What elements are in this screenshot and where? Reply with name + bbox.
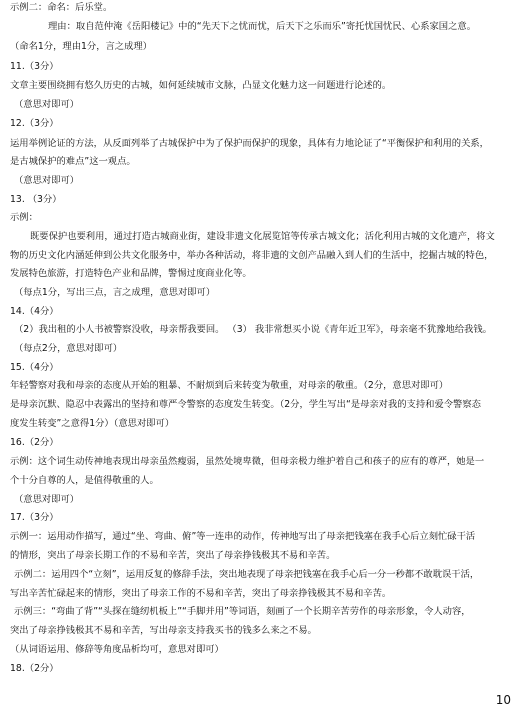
- question-heading: 15.（4分）: [10, 362, 59, 373]
- question-heading: 11.（3分）: [10, 61, 59, 72]
- page-number: 10: [495, 693, 511, 707]
- answer-text: 个十分自尊的人，是值得敬重的人。: [10, 475, 159, 486]
- scoring-note: （意思对即可）: [14, 99, 80, 110]
- answer-text: 发展特色旅游，打造特色产业和品牌，警惕过度商业化等。: [10, 268, 252, 279]
- example-two-name: 示例二：命名：后乐堂。: [10, 2, 113, 13]
- example-label: 示例：: [10, 212, 38, 223]
- answer-text: 既要保护也要利用，通过打造古城商业街，建设非遗文化展览馆等传承古城文化；活化利用古城的文化遗产，将文: [30, 231, 495, 242]
- answer-text: 示例三：“弯曲了背”“头探在缝纫机板上”“手脚并用”等词语，刻画了一个长期辛苦劳作的母亲形象，令人动容，: [14, 606, 471, 617]
- answer-text: 示例二：运用四个“立刻”，运用反复的修辞手法，突出地表现了母亲把钱塞在我手心后一分一秒都不敢耽误干活，: [14, 569, 480, 580]
- scoring-note: （意思对即可）: [14, 175, 80, 186]
- answer-text: 突出了母亲挣钱极其不易和辛苦，写出母亲支持我买书的钱多么来之不易。: [10, 625, 317, 636]
- scoring-note: （每点2分，意思对即可）: [14, 343, 123, 354]
- answer-text: 物的历史文化内涵延伸到公共文化服务中，举办各种活动，将非遗的文创产品融入到人们的生活中，挖掘古城的特色，: [10, 250, 494, 261]
- scoring-note: （每点1分，写出三点，言之成理，意思对即可）: [14, 287, 216, 298]
- question-heading: 14.（4分）: [10, 306, 59, 317]
- question-heading: 18.（2分）: [10, 663, 59, 674]
- answer-text: 文章主要围绕拥有悠久历史的古城，如何延续城市文脉，凸显文化魅力这一问题进行论述的。: [10, 80, 392, 91]
- answer-text: （2）我出租的小人书被警察没收，母亲帮我要回。 （3） 我非常想买小说《青年近卫军》，母亲毫不犹豫地给我钱。: [14, 324, 492, 335]
- question-heading: 13. （3分）: [10, 194, 62, 205]
- scoring-note: （从词语运用、修辞等角度品析均可，意思对即可）: [10, 644, 224, 655]
- answer-text: 是母亲沉默、隐忍中表露出的坚持和尊严令警察的态度发生转变。（2分，学生写出“是母亲对我的支持和爱令警察态: [10, 399, 481, 410]
- scoring-note: （意思对即可）: [14, 494, 80, 505]
- question-heading: 16.（2分）: [10, 437, 59, 448]
- question-heading: 12.（3分）: [10, 118, 59, 129]
- answer-text: 年轻警察对我和母亲的态度从开始的粗暴、不耐烦到后来转变为敬重，对母亲的敬重。（2分，意思对即可）: [10, 380, 449, 391]
- answer-text: 示例：这个词生动传神地表现出母亲虽然瘦弱，虽然处境卑微，但母亲极力维护着自己和孩子的应有的尊严，她是一: [10, 456, 485, 467]
- answer-text: 示例一：运用动作描写，通过“坐、弯曲、俯”等一连串的动作，传神地写出了母亲把钱塞在我手心后立刻忙碌干活: [10, 531, 476, 542]
- example-two-reason: 理由：取自范仲淹《岳阳楼记》中的“先天下之忧而忧，后天下之乐而乐”寄托忧国忧民、心系家国之意。: [48, 21, 476, 32]
- question-heading: 17.（3分）: [10, 512, 59, 523]
- answer-text: 的情形，突出了母亲长期工作的不易和辛苦，突出了母亲挣钱极其不易和辛苦。: [10, 550, 336, 561]
- answer-text: 写出辛苦忙碌起来的情形，突出了母亲工作的不易和辛苦，突出了母亲挣钱极其不易和辛苦。: [10, 588, 392, 599]
- answer-text: 度发生转变”之意得1分）（意思对即可）: [10, 418, 175, 429]
- answer-text: 运用举例论证的方法，从反面列举了古城保护中为了保护而保护的现象，具体有力地论证了“平衡保护和利用的关系，: [10, 138, 489, 149]
- scoring-note: （命名1分，理由1分，言之成理）: [10, 41, 152, 52]
- answer-text: 是古城保护的难点”这一观点。: [10, 156, 136, 167]
